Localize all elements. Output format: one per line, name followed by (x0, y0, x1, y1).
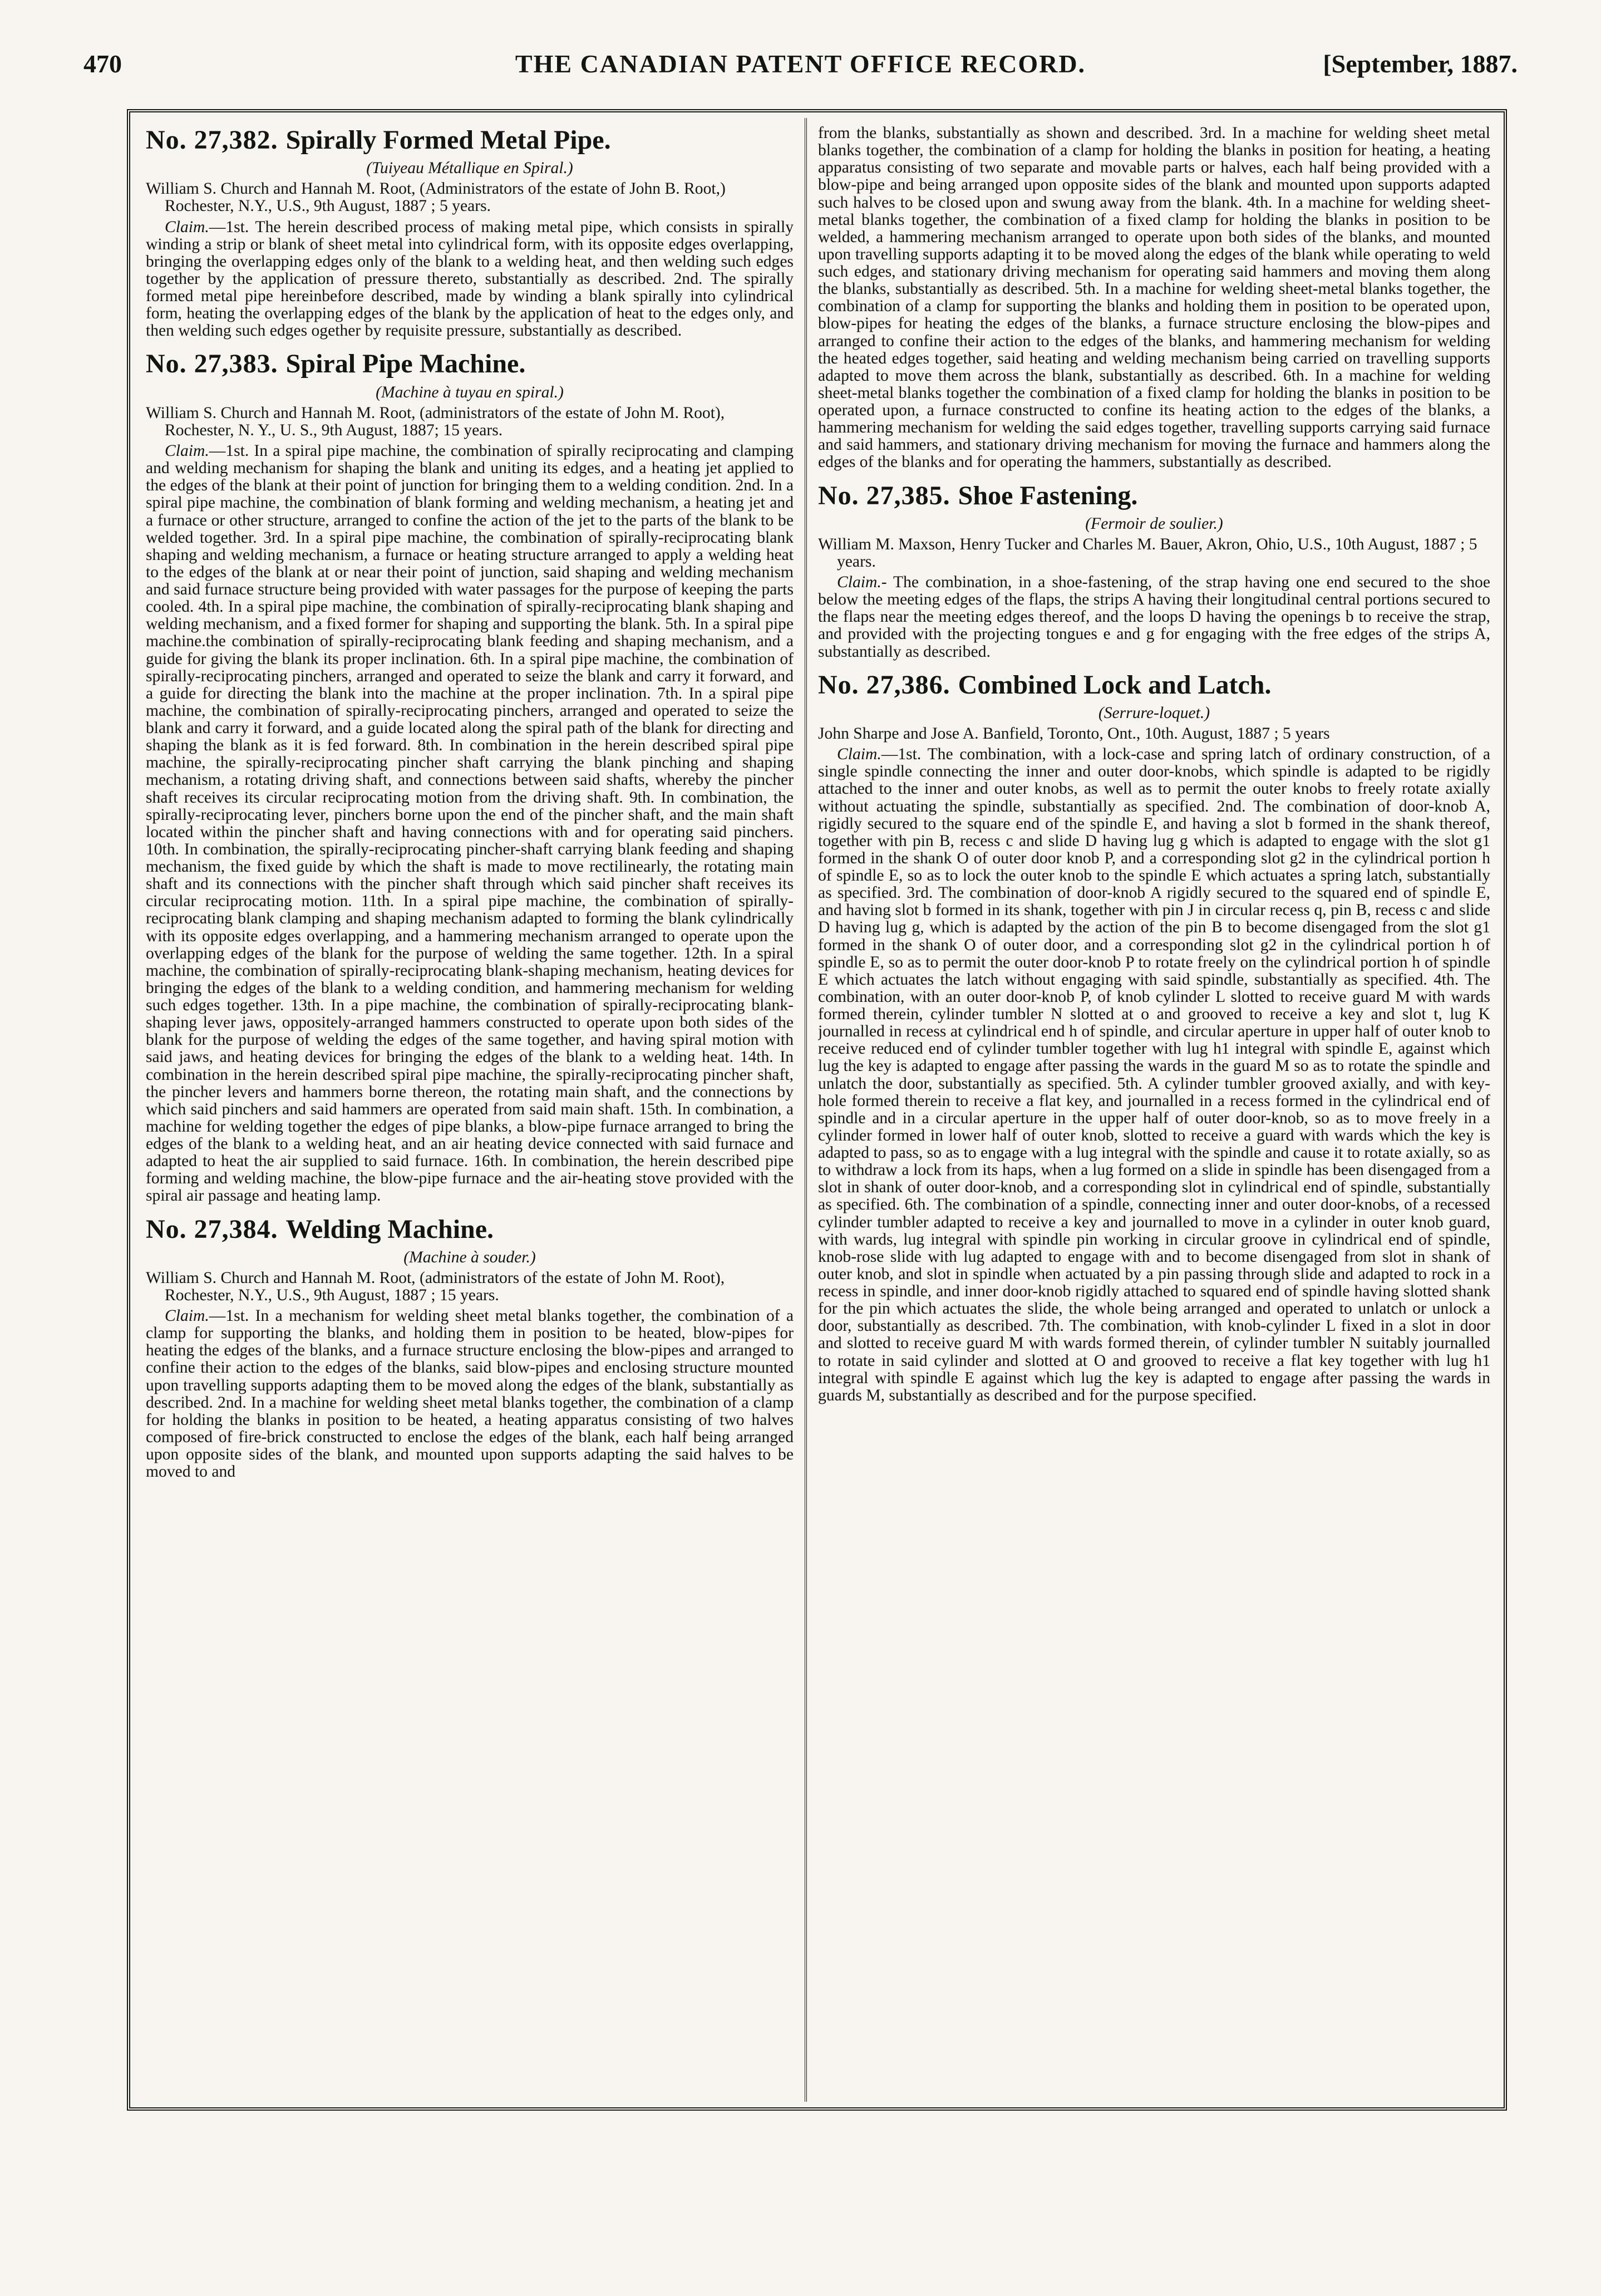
patent-heading (818, 670, 1490, 700)
claim-label: Claim. (837, 573, 881, 592)
patent-french-title: (Fermoir de soulier.) (1085, 514, 1223, 533)
patent-claim (146, 219, 794, 340)
right-column (818, 125, 1490, 2095)
patent-heading (146, 1214, 794, 1245)
patent-heading (146, 348, 794, 379)
claim-label: Claim. (165, 442, 209, 460)
claim-label: Claim. (165, 1307, 209, 1325)
patent-claim (818, 574, 1490, 661)
left-column (146, 125, 794, 2095)
issue-date: [September, 1887. (1323, 50, 1518, 78)
patent-inventors: William S. Church and Hannah M. Root, (administrators of the estate of John M. Root), Rochester, N. Y., U. S., 9th August, 1887; 15 years. (146, 404, 725, 439)
claim-text: —1st. The combination, with a lock-case and spring latch of ordinary construction, of a single spindle connecting the inner and outer door-knobs, which spindle is adapted to be rigidly attached to the inner and outer knobs, as well as to permit the outer knobs to freely rotate axially without actuating the spindle, substantially as specified. 2nd. The combination of door-knob A, rigidly secured to the square end of the spindle E, and having a slot b formed in the shank thereof, together with pin B, recess c and slide D having lug g which is adapted to engage with the slot g1 formed in the shank O of outer door knob P, and a corresponding slot g2 in the cylindrical portion h of spindle E, so as to lock the outer knob to the spindle E which actuates a spring latch, substantially as specified. 3rd. The combination of door-knob A rigidly secured to the squared end of spindle E, and having slot b formed in its shank, together with pin J in circular recess q, pin B, recess c and slide D having lug g, which is adapted by the action of the pin B to become disengaged from the slot g1 formed in the shank O of outer door, and a corresponding slot g2 in the cylindrical portion h of spindle E, so as to permit the outer door-knob P to rotate freely on the cylindrical portion h of spindle E which actuates the latch without engaging with said spindle, substantially as specified. 4th. The combination, with an outer door-knob P, of knob cylinder L slotted to receive guard M with wards formed therein, cylinder tumbler N slotted at o and grooved to receive a key and slot t, lug K journalled in recess at cylindrical end h of spindle, and circular aperture in upper half of outer knob to receive reduced end of cylinder tumbler together with lug h1 integral with spindle E, against which lug the key is adapted to engage after passing the wards in the guard M so as to rotate the spindle and unlatch the door, substantially as specified. 5th. A cylinder tumbler grooved axially, and with key-hole formed therein to receive a flat key, and journalled in a recess formed in the cylindrical end of spindle and in a circular aperture in the upper half of outer door-knob, so as to move freely in a cylinder formed in lower half of outer knob, slotted to receive a guard with wards which the key is adapted to pass, so as to engage with a lug integral with the spindle and cause it to rotate axially, so as to withdraw a lock from its haps, when a lug formed on a slide in spindle has been disengaged from a slot in shank of outer door-knob, and a corresponding slot in cylindrical end of spindle, substantially as specified. 6th. The combination of a spindle, connecting inner and outer door-knobs, of a recessed cylinder tumbler adapted to receive a key and journalled to move in a cylinder in outer knob guard, with wards, lug integral with spindle pin working in circular groove in cylindrical end of spindle, knob-rose slide with lug adapted to engage with and to become disengaged from slot in shank of outer knob, and slot in spindle when actuated by a pin passing through slide and adapted to rock in a recess in spindle, and inner door-knob rigidly attached to squared end of spindle having slotted shank for the pin which actuates the slide, the whole being arranged and operated to unlatch or unlock a door, substantially as described. 7th. The combination, with knob-cylinder L fixed in a slot in door and slotted to receive guard M with wards formed therein, of cylinder tumbler N suitably journalled to rotate in said cylinder and slotted at O and grooved to receive a flat key together with lug h1 integral with spindle E against which lug the key is adapted to engage after passing the wards in guards M, substantially as described and for the purpose specified. (818, 745, 1490, 1404)
patent-entry (818, 480, 1490, 661)
patent-inventors: John Sharpe and Jose A. Banfield, Toronto, Ont., 10th. August, 1887 ; 5 years (818, 725, 1330, 743)
patent-continuation (818, 125, 1490, 471)
patent-number: No. 27,382. (146, 125, 278, 155)
patent-french-title: (Serrure-loquet.) (1098, 704, 1210, 722)
claim-label: Claim. (837, 745, 881, 764)
column-divider (805, 118, 807, 2102)
page-number: 470 (83, 50, 122, 78)
patent-number: No. 27,385. (818, 480, 950, 510)
patent-title: Shoe Fastening. (958, 480, 1138, 510)
patent-french-title: (Machine à tuyau en spiral.) (376, 383, 564, 401)
patent-number: No. 27,386. (818, 670, 950, 700)
patent-claim (146, 1307, 794, 1481)
patent-title: Combined Lock and Latch. (958, 670, 1272, 700)
patent-title: Spiral Pipe Machine. (285, 349, 526, 379)
patent-entry (146, 348, 794, 1204)
patent-inventors: William S. Church and Hannah M. Root, (administrators of the estate of John M. Root), Rochester, N.Y., U.S., 9th August, 1887 ; 15 years. (146, 1269, 725, 1304)
patent-heading (818, 480, 1490, 511)
patent-entry (818, 670, 1490, 1404)
patent-french-title: (Tuiyeau Métallique en Spiral.) (366, 159, 573, 178)
claim-text: —1st. The herein described process of making metal pipe, which consists in spirally winding a strip or blank of sheet metal into cylindrical form, with its opposite edges overlapping, bringing the overlapping edges only of the blank to a welding heat, and then welding such edges together by the application of pressure thereto, substantially as described. 2nd. The spirally formed metal pipe hereinbefore described, made by winding a blank spirally into cylindrical form, heating the overlapping edges of the blank by the application of heat to the edges only, and then welding such edges ogether by requisite pressure, substantially as described. (146, 218, 794, 340)
patent-entry (146, 1214, 794, 1481)
patent-title: Welding Machine. (285, 1214, 494, 1244)
patent-entry (146, 125, 794, 340)
patent-claim (818, 746, 1490, 1404)
patent-title: Spirally Formed Metal Pipe. (285, 125, 611, 155)
patent-french-title: (Machine à souder.) (403, 1248, 536, 1266)
claim-label: Claim. (165, 218, 209, 236)
claim-continuation-text: from the blanks, substantially as shown and described. 3rd. In a machine for welding sheet metal blanks together, the combination of a clamp for holding the blanks in position for heating, a heating apparatus consisting of two separate and movable parts or halves, each half being provided with a blow-pipe and being arranged upon opposite sides of the blank and mounted upon supports adapted such halves to be closed upon and swung away from the blank. 4th. In a machine for welding sheet-metal blanks together, the combination of a fixed clamp for holding the blanks in position to be welded, a hammering mechanism arranged to operate upon both sides of the blanks, and mounted upon travelling supports adapting it to be moved along the edges of the blank while operating to weld such edges, and stationary driving mechanism for operating said hammers and moving them along the blanks, substantially as described. 5th. In a machine for welding sheet-metal blanks together, the combination of a clamp for supporting the blanks and holding them in position to be operated upon, blow-pipes for heating the edges of the blanks, a furnace structure enclosing the blow-pipes and arranged to confine their action to the edges of the blanks, and hammering mechanism for welding the heated edges together, said heating and welding mechanism being carried on travelling supports adapted to move them across the blank, substantially as described. 6th. In a machine for welding sheet-metal blanks together the combination of a fixed clamp for holding the blanks in position to be operated upon, a furnace constructed to confine its heating action to the edges of the blanks, a hammering mechanism for welding the said edges together, travelling supports carrying said furnace and said hammers, and stationary driving mechanism for moving the furnace and hammers along the edges of the blanks and for operating the hammers, substantially as described. (818, 125, 1490, 471)
patent-heading (146, 125, 794, 155)
claim-text: —1st. In a spiral pipe machine, the combination of spirally reciprocating and clamping and welding mechanism for shaping the blank and uniting its edges, and a heating jet applied to the edges of the blank at their point of junction for bringing them to a welding condition. 2nd. In a spiral pipe machine, the combination of blank forming and welding mechanism, a heating jet and a furnace or other structure, arranged to confine the action of the jet to the parts of the blank to be welded together. 3rd. In a spiral pipe machine, the combination of spirally-reciprocating blank shaping and welding mechanism, a furnace or heating structure arranged to apply a welding heat to the edges of the blank at or near their point of junction, said shaping and welding mechanism and said furnace structure being provided with water passages for the purpose of keeping the parts cooled. 4th. In a spiral pipe machine, the combination of spirally-reciprocating blank shaping and welding mechanism, and a fixed former for shaping and supporting the blank. 5th. In a spiral pipe machine.the combination of spirally-reciprocating blank feeding and shaping mechanism, and a guide for giving the blank its proper inclination. 6th. In a spiral pipe machine, the combination of spirally-reciprocating pinchers, arranged and operated to seize the blank and carry it forward, and a guide for directing the blank into the machine at the proper inclination. 7th. In a spiral pipe machine, the combination of spirally-reciprocating pinchers, arranged and operated to seize the blank and carry it forward, and a guide located along the spiral path of the blank for directing and shaping the blank as it is fed forward. 8th. In combination in the herein described spiral pipe machine, the spirally-reciprocating pincher shaft carrying the blank pinching and shaping mechanism, a rotating driving shaft, and connections between said shafts, whereby the pincher shaft receives its circular reciprocating motion from the driving shaft. 9th. In combination, the spirally-reciprocating lever, pinchers borne upon the end of the pincher shaft, and the main shaft located within the pincher shaft and having connections with and for operating said pinchers. 10th. In combination, the spirally-reciprocating pincher-shaft carrying blank feeding and shaping mechanism, the fixed guide by which the shaft is made to move rectilinearly, the rotating main shaft and its connections with the pincher shaft through which said pincher shaft receives its circular reciprocating motion. 11th. In a spiral pipe machine, the combination of spirally-reciprocating blank clamping and shaping mechanism adapted to forming the blank cylindrically with its opposite edges overlapping, and a hammering mechanism arranged to operate upon the overlapping edges of the blank for the purpose of welding the same together. 12th. In a spiral machine, the combination of spirally-reciprocating blank-shaping mechanism, heating devices for bringing the edges of the blank to a welding condition, and hammering mechanism for welding such edges together. 13th. In a pipe machine, the combination of spirally-reciprocating blank-shaping lever jaws, oppositely-arranged hammers constructed to operate upon both sides of the blank for the purpose of welding the edges of the same together, and having spiral motion with said jaws, and heating devices for bringing the edges of the blank to a welding heat. 14th. In combination in the herein described spiral pipe machine, the spirally-reciprocating pincher shaft, the pincher levers and hammers borne thereon, the rotating main shaft, and the connections by which said pinchers and said hammers are operated from said main shaft. 15th. In combination, a machine for welding together the edges of pipe blanks, a blow-pipe furnace arranged to bring the edges of the blank to a welding heat, and an air heating device connected with said furnace and adapted to heat the air supplied to said furnace. 16th. In combination, the herein described pipe forming and welding machine, the blow-pipe furnace and the air-heating stove provided with the spiral air passage and heating lamp. (146, 442, 794, 1205)
page-header (83, 49, 1518, 88)
claim-text: - The combination, in a shoe-fastening, of the strap having one end secured to the shoe below the meeting edges of the flaps, the strips A having their longitudinal central portions secured to the flaps near the meeting edges thereof, and the loops D having the openings b to receive the strap, and provided with the projecting tongues e and g for engaging with the free edges of the strips A, substantially as described. (818, 573, 1490, 661)
patent-inventors: William M. Maxson, Henry Tucker and Charles M. Bauer, Akron, Ohio, U.S., 10th August, 1887 ; 5 years. (818, 535, 1477, 571)
claim-text: —1st. In a mechanism for welding sheet metal blanks together, the combination of a clamp for supporting the blanks, and holding them in position to be heated, blow-pipes for heating the edges of the blanks, and a furnace structure enclosing the blow-pipes and arranged to confine their action to the edges of the blanks, said blow-pipes and enclosing structure mounted upon travelling supports adapting them to be moved along the edges of the blank, substantially as described. 2nd. In a machine for welding sheet metal blanks together, the combination of a clamp for holding the blanks in position to be heated, a heating apparatus consisting of two halves composed of fire-brick constructed to enclose the edges of the blank, each half being arranged upon opposite sides of the blank, and mounted upon supports adapting the said halves to be moved to and (146, 1307, 794, 1481)
patent-inventors: William S. Church and Hannah M. Root, (Administrators of the estate of John B. Root,) Rochester, N.Y., U.S., 9th August, 1887 ; 5 years. (146, 180, 726, 215)
publication-title: THE CANADIAN PATENT OFFICE RECORD. (515, 50, 1086, 78)
patent-claim (146, 443, 794, 1205)
patent-number: No. 27,384. (146, 1214, 278, 1244)
patent-number: No. 27,383. (146, 349, 278, 379)
